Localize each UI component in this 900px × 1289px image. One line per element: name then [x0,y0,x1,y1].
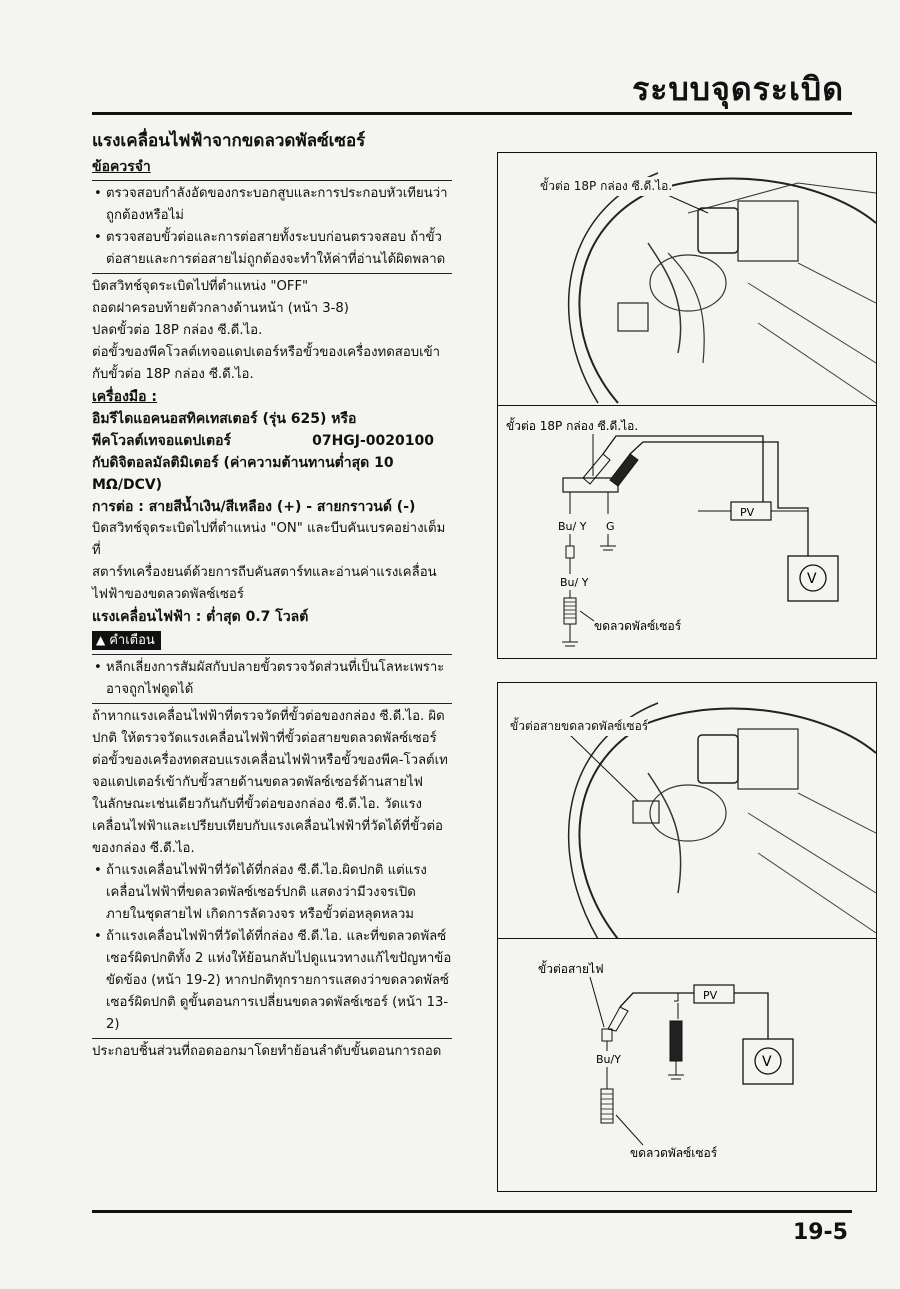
tools-heading: เครื่องมือ : [92,389,158,405]
tool-code: 07HGJ-0020100 [312,433,434,449]
header-rule [92,112,852,115]
warning-box [92,654,452,704]
pulser-connector-label: ขั้วต่อสายขดลวดพัลซ์เซอร์ [510,717,648,736]
tool-line [92,430,452,452]
page-number: 19-5 [792,1220,848,1245]
pulser-coil-label-2: ขดลวดพัลซ์เซอร์ [630,1146,718,1160]
figure-pulser-connector-diagram [497,938,877,1192]
result-bullet: • ถ้าแรงเคลื่อนไฟฟ้าที่วัดได้ที่กล่อง ซี.ดี.ไอ. และที่ขดลวดพัลซ์เซอร์ผิดปกติทั้ง 2 แห่งให้ย้อนกลับไปดูแนวทางแก้ไขปัญหาข้อขัดข้อง (หน้า 19-2) หากปกติทุกรายการแสดงว่าขดลวดพัลซ์เซอร์ผิดปกติ ดูขั้นตอนการเปลี่ยนขดลวดพัลซ์เซอร์ (หน้า 13-2) [92,926,452,1036]
wire-label-buy: Bu/ Y [558,520,587,533]
wire-label-buy-2: Bu/Y [596,1053,621,1066]
text-column [92,128,452,1063]
wiring-diagram-cdi [498,406,876,658]
pulser-coil-label: ขดลวดพัลซ์เซอร์ [594,619,682,633]
footer-rule [92,1210,852,1213]
note-item: • ตรวจสอบกำลังอัดของกระบอกสูบและการประกอบหัวเทียนว่าถูกต้องหรือไม่ [92,183,452,227]
figure-cdi-connector-photo [497,152,877,406]
voltmeter-label: V [807,571,817,587]
cdi-connector-label: ขั้วต่อ 18P กล่อง ซี.ดี.ไอ. [540,177,672,196]
step-item: สตาร์ทเครื่องยนต์ด้วยการถีบคันสตาร์ทและอ่านค่าแรงเคลื่อนไฟฟ้าของขดลวดพัลซ์เซอร์ [92,565,437,602]
closing-text: ประกอบชิ้นส่วนที่ถอดออกมาโดยทำย้อนลำดับขั้นตอนการถอด [92,1044,442,1059]
note-heading: ข้อควรจำ [92,159,151,175]
warning-badge [92,628,452,652]
diagram-connector-label: ขั้วต่อ 18P กล่อง ซี.ดี.ไอ. [506,419,639,433]
tool-line: อิมรีไดแอคนอสทิคเทสเตอร์ (รุ่น 625) หรือ [92,411,357,427]
warning-icon: ▲ [96,633,106,647]
wire-label-g: G [606,520,615,533]
step-item: ถอดฝาครอบท้ายตัวกลางด้านหน้า (หน้า 3-8) [92,301,349,316]
pv-label: PV [740,506,755,519]
page-title: ระบบจุดระเบิด [632,70,844,108]
tool-line: กับดิจิตอลมัลติมิเตอร์ (ค่าความต้านทานต่ำสุด 10 MΩ/DCV) [92,455,394,493]
figure-pulser-connector-photo [497,682,877,940]
result-bullet: • ถ้าแรงเคลื่อนไฟฟ้าที่วัดได้ที่กล่อง ซี.ดี.ไอ.ผิดปกติ แต่แรงเคลื่อนไฟฟ้าที่ขดลวดพัลซ์เซอร์ปกติ แสดงว่ามีวงจรเปิดภายในชุดสายไฟ เกิดการลัดวงจร หรือขั้วต่อหลุดหลวม [92,860,452,926]
step-item: ต่อขั้วของพีคโวลต์เทจอแดปเตอร์หรือขั้วของเครื่องทดสอบเข้ากับขั้วต่อ 18P กล่อง ซี.ดี.ไอ. [92,345,441,382]
connection-text: การต่อ : สายสีน้ำเงิน/สีเหลือง (+) - สายกราวนด์ (-) [92,499,416,515]
note-item: • ตรวจสอบขั้วต่อและการต่อสายทั้งระบบก่อนตรวจสอบ ถ้าขั้วต่อสายและการต่อสายไม่ถูกต้องจะทำให้ค่าที่อ่านได้ผิดพลาด [92,227,452,271]
paragraph: ต่อขั้วของเครื่องทดสอบแรงเคลื่อนไฟฟ้าหรือขั้วของพีค-โวลต์เทจอแดปเตอร์เข้ากับขั้วสายด้านขดลวดพัลซ์เซอร์ด้านสายไฟ [92,753,448,790]
tool-name: พีคโวลต์เทจอแดปเตอร์ [92,433,232,449]
divider [92,1038,452,1039]
wiring-diagram-pulser [498,939,876,1191]
warning-label: คำเตือน [109,633,155,648]
wire-connector-label: ขั้วต่อสายไฟ [538,962,604,976]
figure-cdi-connector-diagram [497,405,877,659]
paragraph: ถ้าหากแรงเคลื่อนไฟฟ้าที่ตรวจวัดที่ขั้วต่อของกล่อง ซี.ดี.ไอ. ผิดปกติ ให้ตรวจวัดแรงเคลื่อนไฟฟ้าที่ขั้วต่อสายขดลวดพัลซ์เซอร์ [92,709,445,746]
step-item: บิดสวิทช์จุดระเบิดไปที่ตำแหน่ง "ON" และบีบคันเบรคอย่างเต็มที่ [92,521,446,558]
step-item: บิดสวิทช์จุดระเบิดไปที่ตำแหน่ง "OFF" [92,279,309,294]
warning-text: • หลีกเลี่ยงการสัมผัสกับปลายขั้วตรวจวัดส่วนที่เป็นโลหะเพราะอาจถูกไฟดูดได้ [92,657,452,701]
section-title: แรงเคลื่อนไฟฟ้าจากขดลวดพัลซ์เซอร์ [92,131,366,151]
wire-label-buy2: Bu/ Y [560,576,589,589]
notes-box [92,180,452,274]
pv-label-2: PV [703,989,718,1002]
result-value: แรงเคลื่อนไฟฟ้า : ต่ำสุด 0.7 โวลต์ [92,609,309,625]
voltmeter-label-2: V [762,1054,772,1070]
paragraph: ในลักษณะเช่นเดียวกันกับที่ขั้วต่อของกล่อง ซี.ดี.ไอ. วัดแรงเคลื่อนไฟฟ้าและเปรียบเทียบกับแรงเคลื่อนไฟฟ้าที่วัดได้ที่ขั้วต่อของกล่อง ซี.ดี.ไอ. [92,797,443,856]
step-item: ปลดขั้วต่อ 18P กล่อง ซี.ดี.ไอ. [92,323,263,338]
